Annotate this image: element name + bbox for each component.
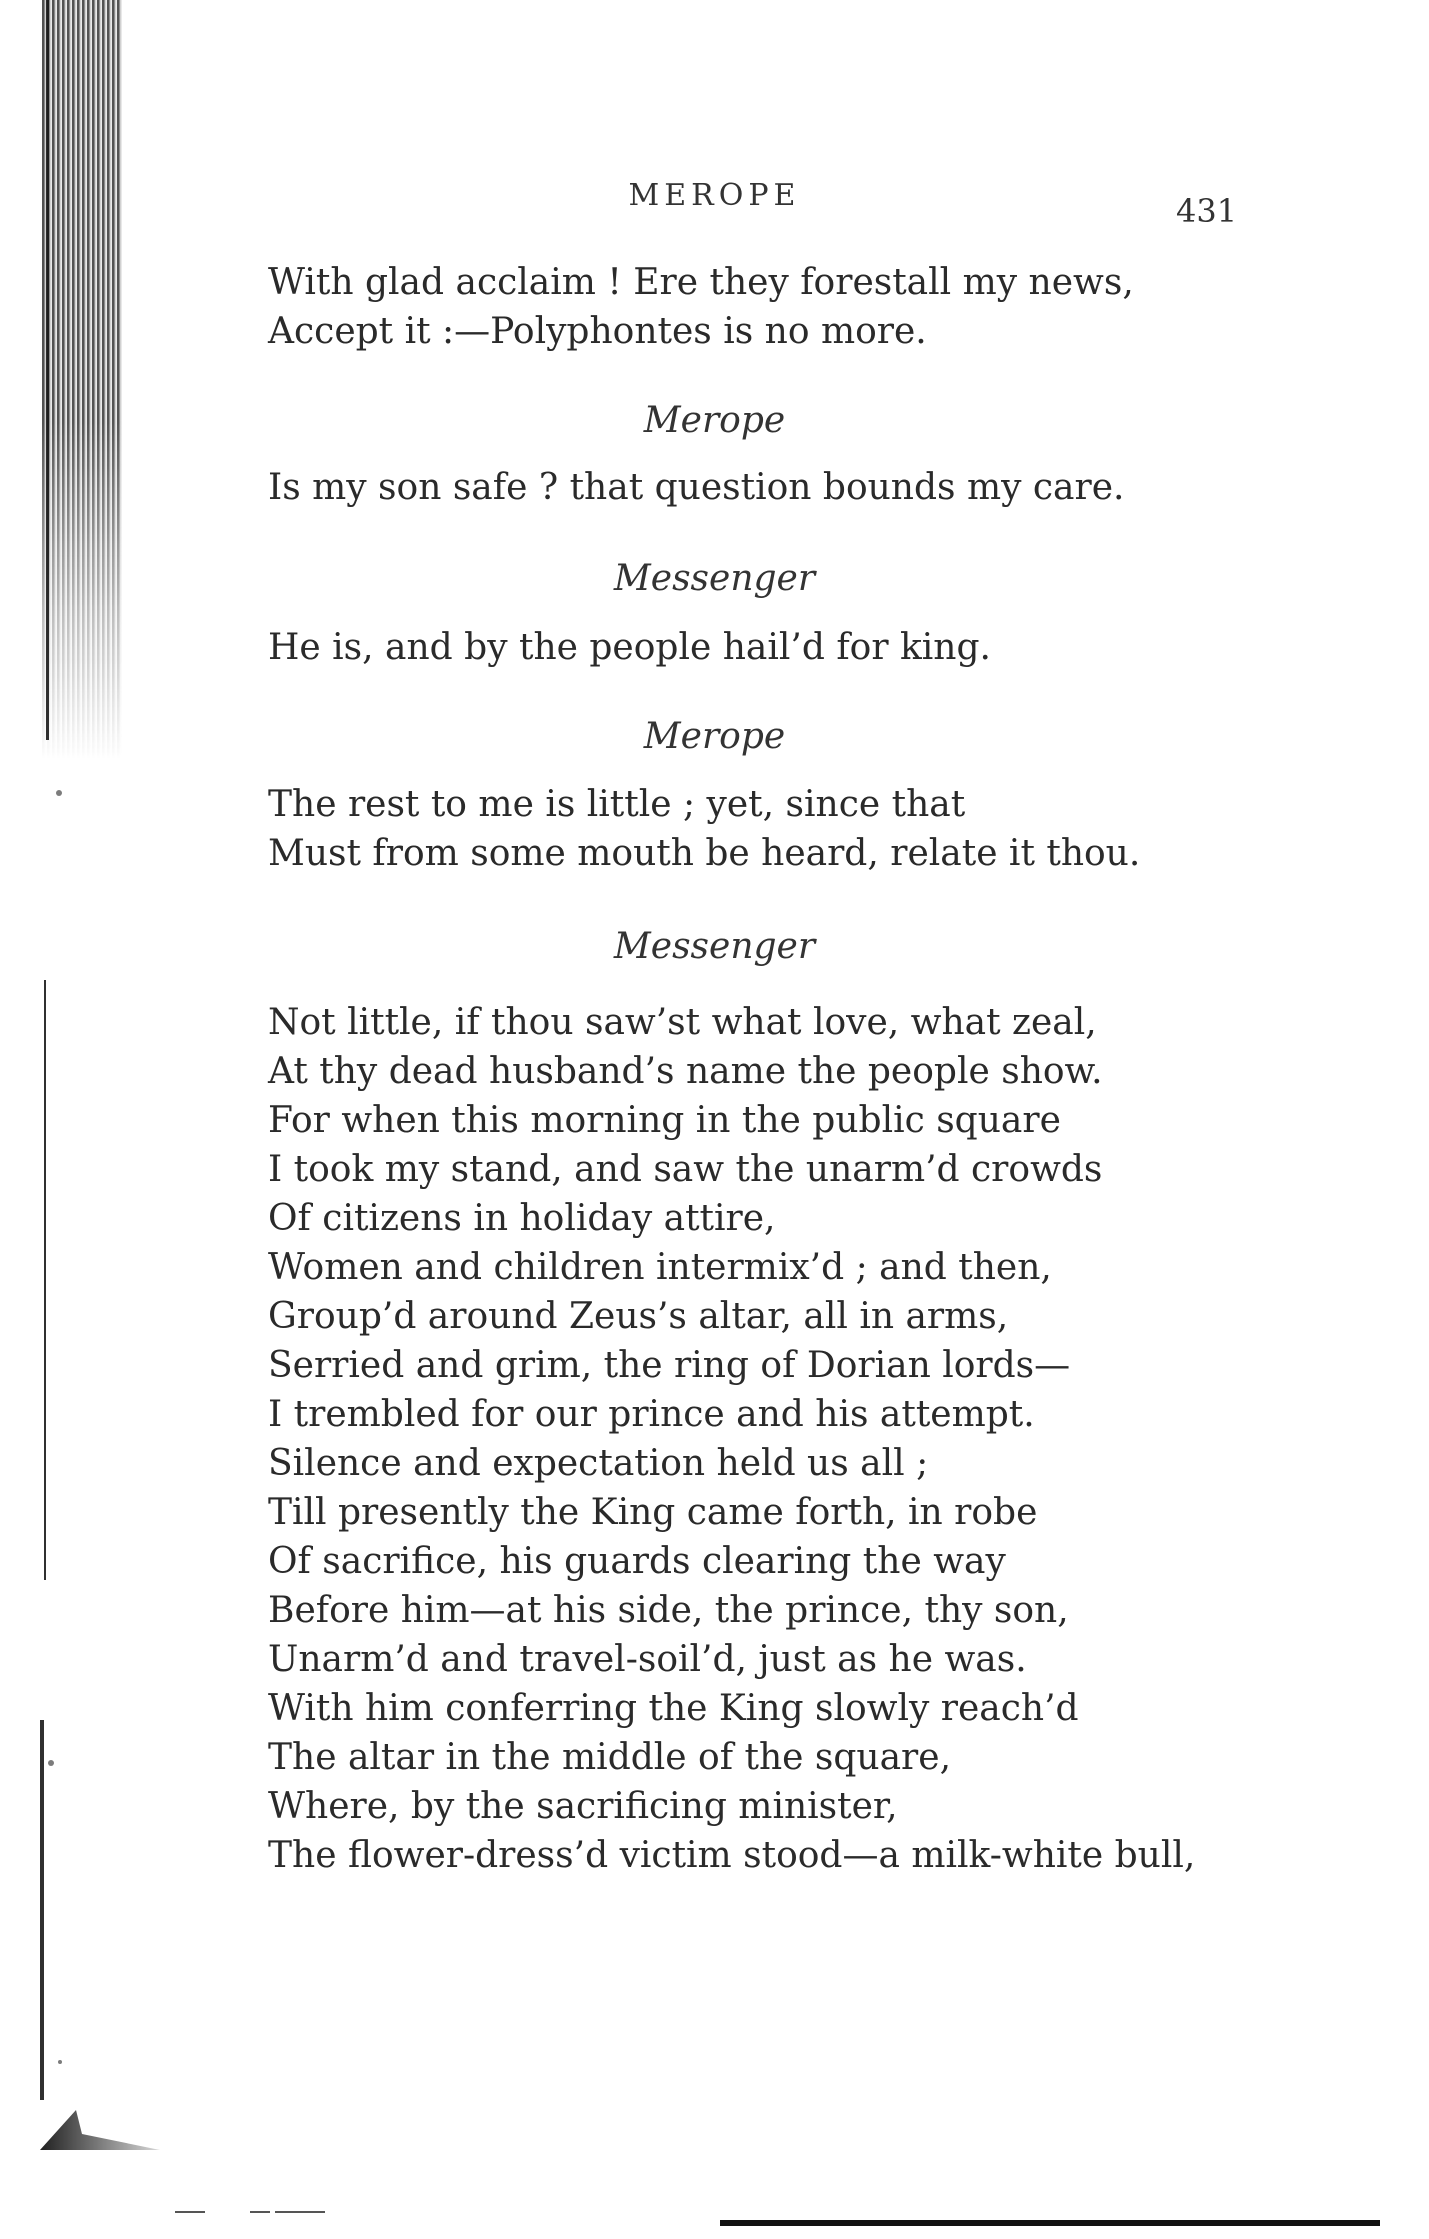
passage: [268, 998, 1388, 1880]
verse-line: At thy dead husband’s name the people show.: [268, 1051, 1103, 1092]
verse-line: For when this morning in the public square: [268, 1100, 1061, 1141]
verse-line: The altar in the middle of the square,: [268, 1737, 952, 1778]
binding-edge-line: [40, 1720, 44, 2100]
page-corner-shadow: [40, 2110, 160, 2150]
running-head: MEROPE: [628, 178, 801, 213]
verse-line: Of citizens in holiday attire,: [268, 1198, 776, 1239]
scan-speck: [48, 1760, 54, 1766]
verse-line: Is my son safe ? that question bounds my care.: [268, 467, 1125, 508]
verse-line: Of sacrifice, his guards clearing the way: [268, 1541, 1006, 1582]
bottom-edge-rule: [720, 2220, 1380, 2226]
verse-line: Accept it :—Polyphontes is no more.: [268, 311, 927, 352]
verse-line: Group’d around Zeus’s altar, all in arms,: [268, 1296, 1009, 1337]
verse-line: Must from some mouth be heard, relate it thou.: [268, 833, 1141, 874]
binding-shadow: [42, 0, 122, 760]
scan-dash: [275, 2211, 325, 2213]
verse-line: I trembled for our prince and his attempt.: [268, 1394, 1035, 1435]
verse-line: With him conferring the King slowly reach’d: [268, 1688, 1079, 1729]
verse-line: Women and children intermix’d ; and then,: [268, 1247, 1052, 1288]
speaker-name: Merope: [643, 400, 786, 441]
scan-speck: [56, 790, 62, 796]
verse-line: Unarm’d and travel-soil’d, just as he was.: [268, 1639, 1027, 1680]
scan-speck: [58, 2060, 62, 2064]
page-number: 431: [1176, 192, 1238, 230]
verse-line: I took my stand, and saw the unarm’d crowds: [268, 1149, 1103, 1190]
binding-edge-line: [46, 0, 49, 740]
passage: [268, 258, 1388, 356]
scan-dash: [250, 2211, 270, 2213]
verse-line: The rest to me is little ; yet, since that: [268, 784, 966, 825]
passage: [268, 623, 1388, 672]
verse-line: Where, by the sacrificing minister,: [268, 1786, 898, 1827]
verse-line: Silence and expectation held us all ;: [268, 1443, 929, 1484]
verse-line: He is, and by the people hail’d for king.: [268, 627, 991, 668]
speaker-name: Messenger: [613, 926, 816, 967]
verse-line: The flower-dress’d victim stood—a milk-white bull,: [268, 1835, 1196, 1876]
verse-line: Serried and grim, the ring of Dorian lords—: [268, 1345, 1071, 1386]
scan-dash: [175, 2211, 205, 2213]
passage: [268, 780, 1388, 878]
speaker-name: Messenger: [613, 558, 816, 599]
verse-line: With glad acclaim ! Ere they forestall my news,: [268, 262, 1134, 303]
binding-edge-line: [44, 980, 46, 1580]
verse-line: Not little, if thou saw’st what love, what zeal,: [268, 1002, 1097, 1043]
passage: [268, 463, 1388, 512]
verse-line: Till presently the King came forth, in robe: [268, 1492, 1038, 1533]
verse-line: Before him—at his side, the prince, thy son,: [268, 1590, 1069, 1631]
speaker-name: Merope: [643, 716, 786, 757]
